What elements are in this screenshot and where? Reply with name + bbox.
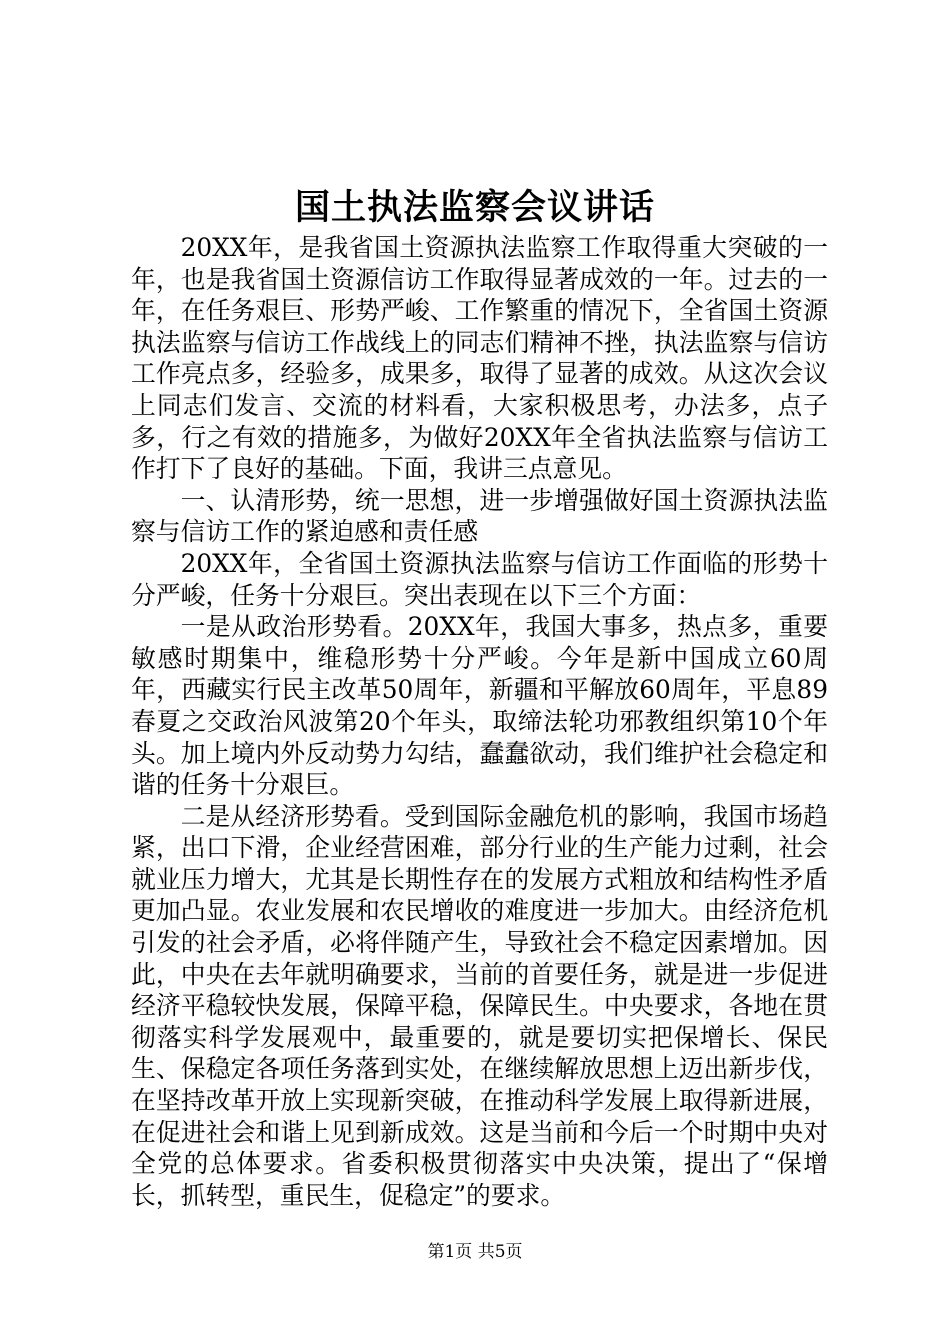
document-title: 国土执法监察会议讲话: [294, 187, 655, 228]
document-body: [131, 232, 828, 1211]
page-number-footer: 第1页 共5页: [427, 1242, 523, 1262]
paragraph-economic: 二是从经济形势看。受到国际金融危机的影响，我国市场趋紧，出口下滑，企业经营困难，部分行业的生产能力过剩，社会就业压力增大，尤其是长期性存在的发展方式粗放和结构性矛盾更加凸显。农业发展和农民增收的难度进一步加大。由经济危机引发的社会矛盾，必将伴随产生，导致社会不稳定因素增加。因此，中央在去年就明确要求，当前的首要任务，就是进一步促进经济平稳较快发展，保障平稳，保障民生。中央要求，各地在贯彻落实科学发展观中，最重要的，就是要切实把保增长、保民生、保稳定各项任务落到实处，在继续解放思想上迈出新步伐，在坚持改革开放上实现新突破，在推动科学发展上取得新进展，在促进社会和谐上见到新成效。这是当前和今后一个时期中央对全党的总体要求。省委积极贯彻落实中央决策，提出了“保增长，抓转型，重民生，促稳定”的要求。: [131, 801, 828, 1210]
paragraph-section-heading: 一、认清形势，统一思想，进一步增强做好国土资源执法监察与信访工作的紧迫感和责任感: [131, 485, 828, 547]
paragraph-situation: 20XX年，全省国土资源执法监察与信访工作面临的形势十分严峻，任务十分艰巨。突出表现在以下三个方面：: [131, 548, 828, 610]
paragraph-intro: 20XX年，是我省国土资源执法监察工作取得重大突破的一年，也是我省国土资源信访工作取得显著成效的一年。过去的一年，在任务艰巨、形势严峻、工作繁重的情况下，全省国土资源执法监察与信访工作战线上的同志们精神不挫，执法监察与信访工作亮点多，经验多，成果多，取得了显著的成效。从这次会议上同志们发言、交流的材料看，大家积极思考，办法多，点子多，行之有效的措施多，为做好20XX年全省执法监察与信访工作打下了良好的基础。下面，我讲三点意见。: [131, 233, 828, 484]
paragraph-political: 一是从政治形势看。20XX年，我国大事多，热点多，重要敏感时期集中，维稳形势十分严峻。今年是新中国成立60周年，西藏实行民主改革50周年，新疆和平解放60周年，平息89春夏之交政治风波第20个年头，取缔法轮功邪教组织第10个年头。加上境内外反动势力勾结，蠢蠢欲动，我们维护社会稳定和谐的任务十分艰巨。: [131, 612, 828, 800]
